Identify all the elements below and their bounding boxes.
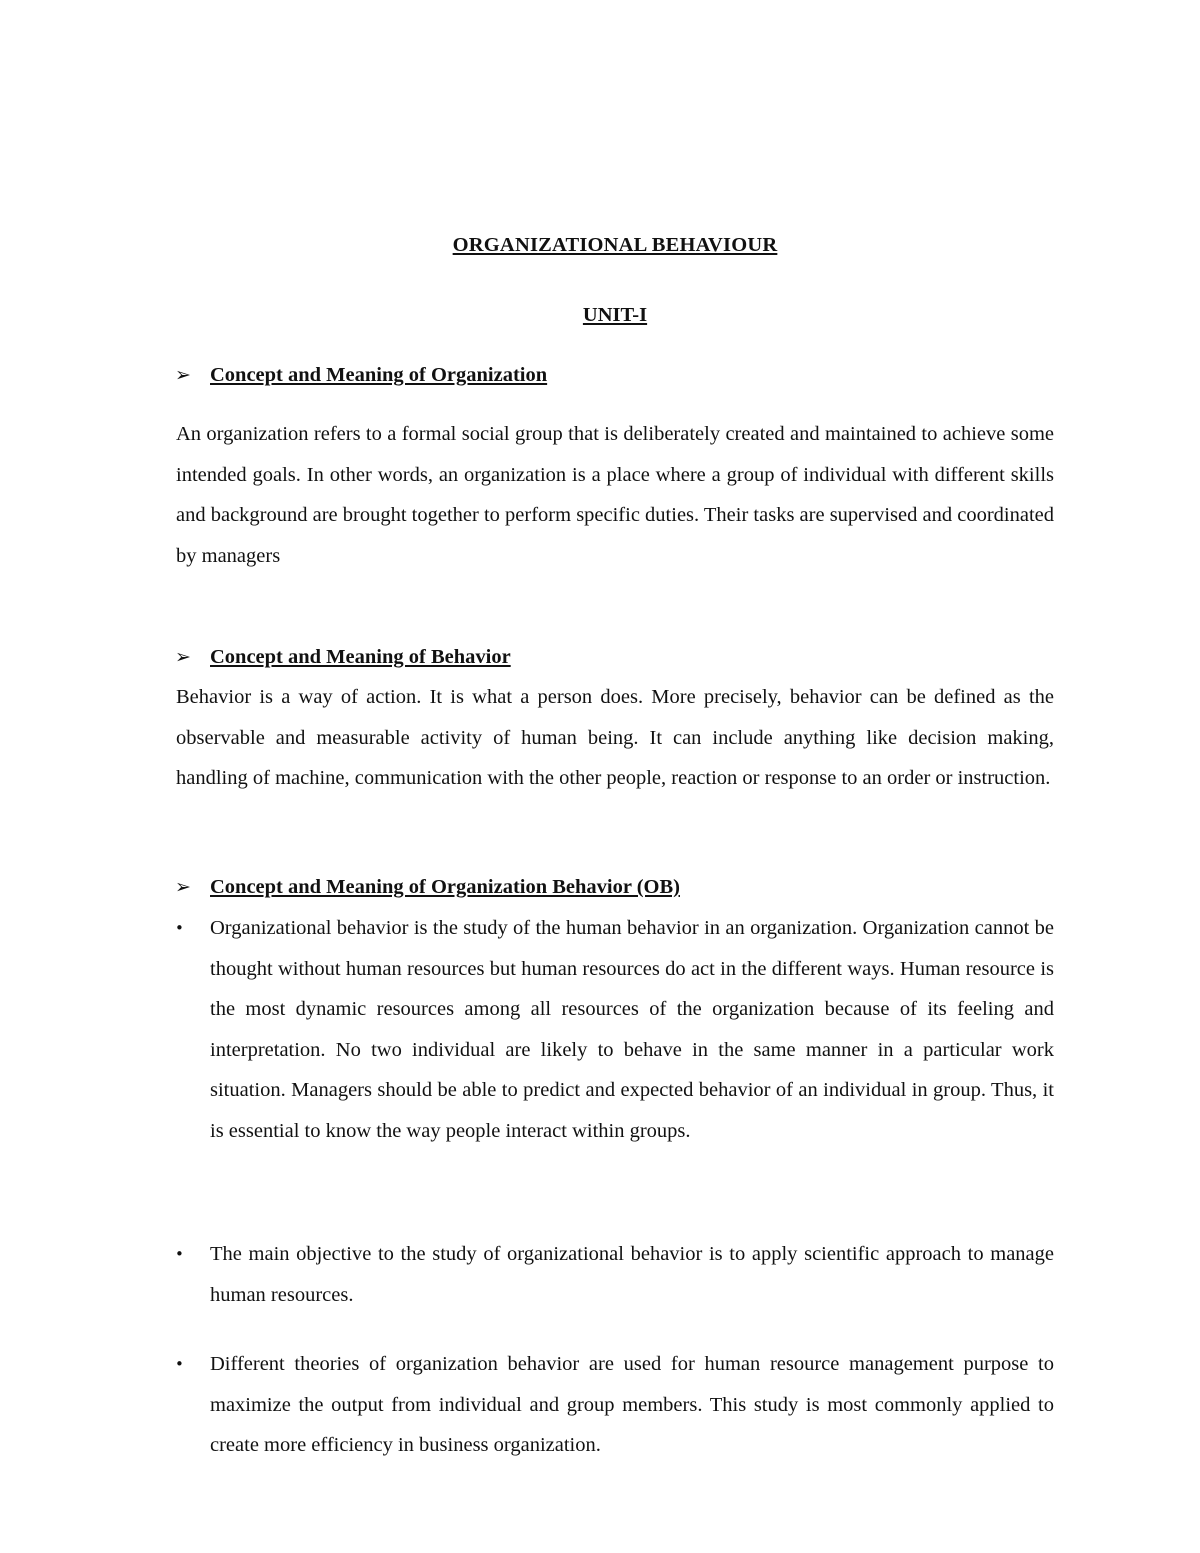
section-heading-text: Concept and Meaning of Behavior bbox=[210, 646, 511, 668]
section-heading-organization bbox=[175, 364, 547, 387]
bullet-icon: • bbox=[175, 1245, 184, 1263]
paragraph-organization: An organization refers to a formal social group that is deliberately created and maintained to achieve some intended goals. In other words, an organization is a place where a group of individual with different skills and background are brought together to perform specific duties. Their tasks are supervised and coordinated by managers bbox=[176, 423, 1054, 567]
bullet-icon: • bbox=[175, 1355, 184, 1373]
section-heading-ob bbox=[175, 876, 680, 899]
bullet-icon: • bbox=[175, 919, 184, 937]
list-item-text: The main objective to the study of organizational behavior is to apply scientific approach to manage human resources. bbox=[210, 1243, 1054, 1306]
document-title: ORGANIZATIONAL BEHAVIOUR bbox=[452, 234, 778, 256]
arrow-bullet-icon: ➢ bbox=[175, 364, 191, 386]
arrow-bullet-icon: ➢ bbox=[175, 876, 191, 898]
arrow-bullet-icon: ➢ bbox=[175, 646, 191, 668]
section-heading-text: Concept and Meaning of Organization bbox=[210, 364, 548, 386]
list-item-text: Organizational behavior is the study of the human behavior in an organization. Organization cannot be thought without human resources but human resources do act in the different ways. Human resource is the most dynamic resources among all resources of the organization because of its feeling and interpretation. No two individual are likely to behave in the same manner in a particular work situation. Managers should be able to predict and expected behavior of an individual in group. Thus, it is essential to know the way people interact within groups. bbox=[210, 917, 1054, 1142]
unit-heading: UNIT-I bbox=[582, 304, 648, 326]
section-heading-behavior bbox=[175, 646, 511, 669]
paragraph-behavior: Behavior is a way of action. It is what a person does. More precisely, behavior can be defined as the observable and measurable activity of human being. It can include anything like decision making, handling of machine, communication with the other people, reaction or response to an order or instruction. bbox=[176, 686, 1054, 789]
section-heading-text: Concept and Meaning of Organization Behavior (OB) bbox=[210, 876, 680, 898]
list-item-text: Different theories of organization behavior are used for human resource management purpose to maximize the output from individual and group members. This study is most commonly applied to create more efficiency in business organization. bbox=[210, 1353, 1054, 1456]
